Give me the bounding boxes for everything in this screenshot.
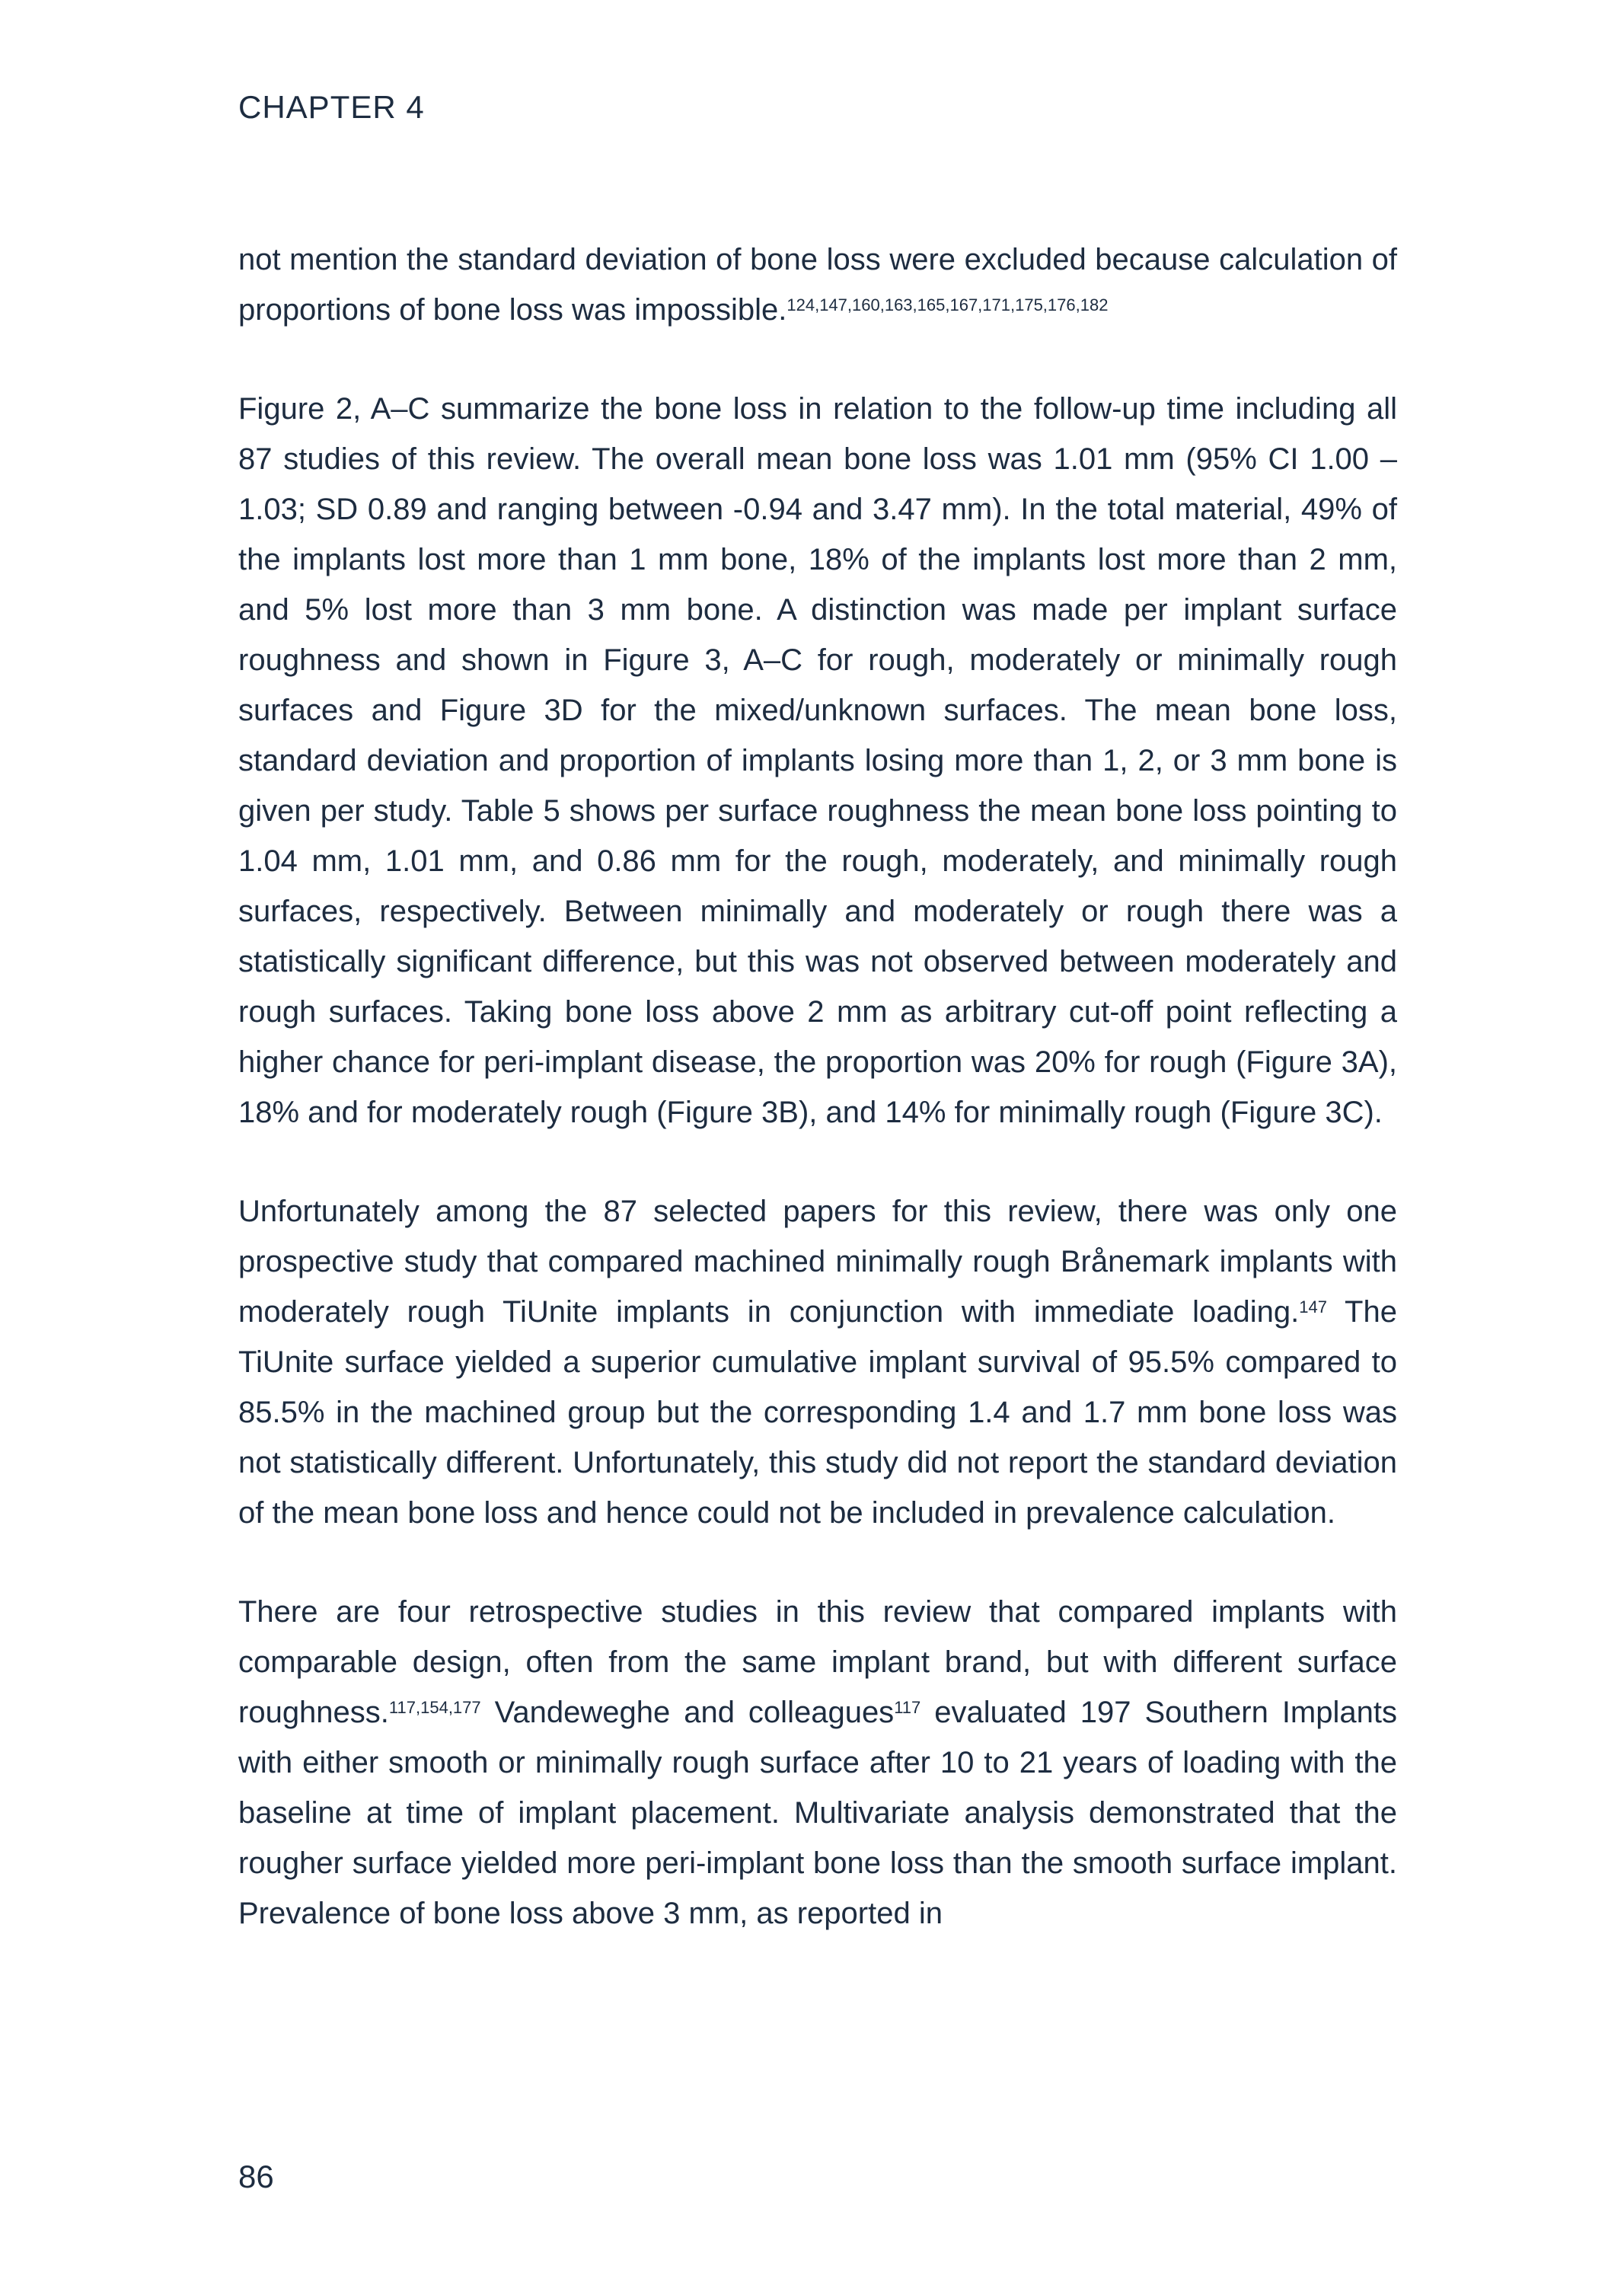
paragraph-bone-loss-summary [238, 384, 1397, 1138]
paragraph-exclusion-criteria [238, 235, 1397, 335]
paragraph-retrospective-studies [238, 1587, 1397, 1939]
text-run: evaluated 197 Southern Implants with either smooth or minimally rough surface after 10 to 21 years of loading with the baseline at time of implant placement. Multivariate analysis demonstrated that the rougher surface yielded more peri-implant bone loss than the smooth surface implant. Prevalence of bone loss above 3 mm, as reported in [238, 1696, 1397, 1930]
page-footer [238, 2161, 274, 2193]
text-run: Unfortunately among the 87 selected papers for this review, there was only one prospective study that compared machined minimally rough Brånemark implants with moderately rough TiUnite implants in conjunction with immediate loading. [238, 1195, 1397, 1329]
reference-superscript: 117 [894, 1697, 921, 1717]
text-run: The TiUnite surface yielded a superior cumulative implant survival of 95.5% compared to 85.5% in the machined group but the corresponding 1.4 and 1.7 mm bone loss was not statistically different. Unfortunately, this study did not report the standard deviation of the mean bone loss and hence could not be included in prevalence calculation. [238, 1295, 1397, 1530]
body-text [238, 235, 1397, 1939]
text-run: Vandeweghe and colleagues [480, 1696, 895, 1729]
text-run: Figure 2, A–C summarize the bone loss in relation to the follow-up time including all 87 studies of this review. The overall mean bone loss was 1.01 mm (95% CI 1.00 – 1.03; SD 0.89 and ranging between -0.94 and 3.47 mm). In the total material, 49% of the implants lost more than 1 mm bone, 18% of the implants lost more than 2 mm, and 5% lost more than 3 mm bone. A distinction was made per implant surface roughness and shown in Figure 3, A–C for rough, moderately or minimally rough surfaces and Figure 3D for the mixed/unknown surfaces. The mean bone loss, standard deviation and proportion of implants losing more than 1, 2, or 3 mm bone is given per study. Table 5 shows per surface roughness the mean bone loss pointing to 1.04 mm, 1.01 mm, and 0.86 mm for the rough, moderately, and minimally rough surfaces, respectively. Between minimally and moderately or rough there was a statistically significant difference, but this was not observed between moderately and rough surfaces. Taking bone loss above 2 mm as arbitrary cut-off point reflecting a higher chance for peri-implant disease, the proportion was 20% for rough (Figure 3A), 18% and for moderately rough (Figure 3B), and 14% for minimally rough (Figure 3C). [238, 392, 1397, 1129]
reference-superscript: 147 [1299, 1297, 1327, 1316]
chapter-header-label: CHAPTER 4 [238, 89, 425, 125]
chapter-header [238, 91, 425, 123]
reference-superscript: 117,154,177 [388, 1697, 481, 1717]
reference-superscript: 124,147,160,163,165,167,171,175,176,182 [786, 295, 1109, 314]
page-number: 86 [238, 2159, 274, 2194]
paragraph-prospective-study [238, 1186, 1397, 1538]
text-run: There are four retrospective studies in this review that compared implants with comparable design, often from the same implant brand, but with different surface roughness. [238, 1595, 1397, 1729]
text-run: not mention the standard deviation of bone loss were excluded because calculation of proportions of bone loss was impossible. [238, 243, 1397, 327]
